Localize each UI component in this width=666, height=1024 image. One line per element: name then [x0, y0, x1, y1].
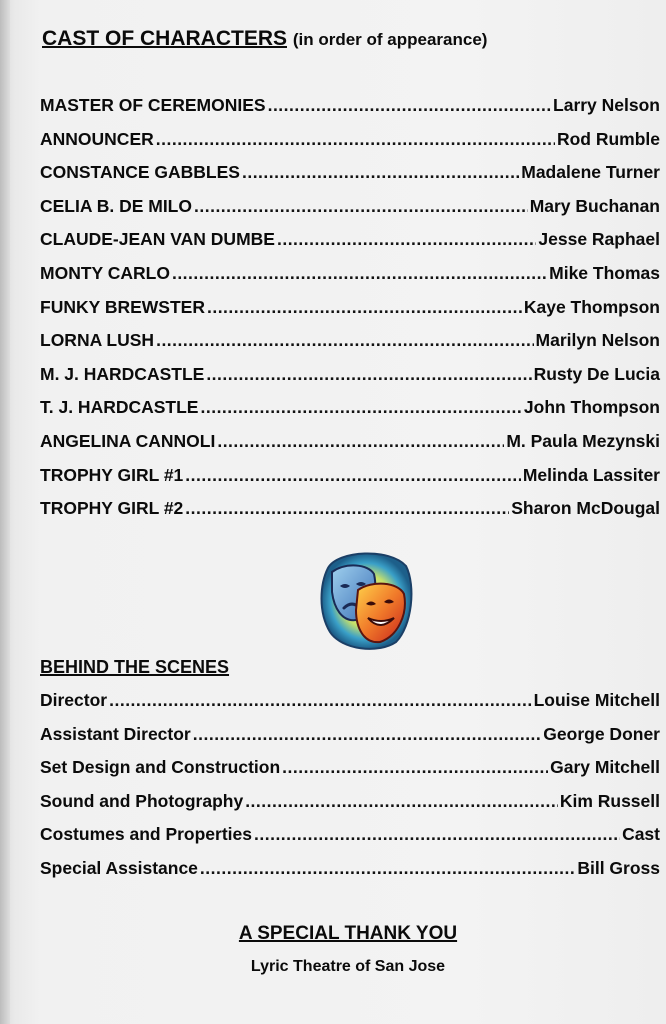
theatre-masks-icon: [318, 548, 414, 653]
cast-role: T. J. HARDCASTLE: [40, 397, 199, 418]
dot-leader: [206, 364, 531, 385]
dot-leader: [109, 690, 531, 711]
crew-row: [40, 858, 660, 892]
special-thanks-title: A SPECIAL THANK YOU: [238, 923, 458, 944]
cast-list: [40, 95, 660, 532]
cast-role: FUNKY BREWSTER: [40, 296, 205, 317]
cast-row: [40, 229, 660, 263]
dot-leader: [193, 724, 542, 745]
cast-role: MONTY CARLO: [40, 262, 170, 283]
dot-leader: [156, 129, 555, 150]
cast-row: [40, 297, 660, 331]
cast-row: [40, 397, 660, 431]
dot-leader: [254, 824, 620, 845]
cast-actor: John Thompson: [523, 397, 660, 418]
dot-leader: [268, 95, 551, 116]
cast-row: [40, 498, 660, 532]
cast-actor: Kaye Thompson: [523, 296, 660, 317]
cast-role: M. J. HARDCASTLE: [40, 363, 205, 384]
special-thanks-name: Lyric Theatre of San Jose: [250, 958, 446, 975]
cast-actor: Madalene Turner: [521, 162, 660, 183]
dot-leader: [156, 330, 533, 351]
cast-actor: Larry Nelson: [553, 95, 660, 115]
crew-heading: BEHIND THE SCENES: [40, 657, 230, 677]
crew-role: Special Assistance: [40, 857, 198, 878]
dot-leader: [217, 431, 504, 452]
dot-leader: [282, 757, 548, 778]
dot-leader: [185, 498, 509, 519]
binding-gutter: [0, 0, 10, 1024]
cast-actor: Marilyn Nelson: [535, 330, 660, 351]
crew-role: Assistant Director: [40, 723, 191, 744]
crew-row: [40, 757, 660, 791]
cast-actor: Sharon McDougal: [511, 498, 660, 519]
cast-actor: Jesse Raphael: [538, 229, 660, 250]
crew-name: George Doner: [543, 723, 660, 744]
cast-row: [40, 162, 660, 196]
dot-leader: [277, 229, 536, 250]
cast-actor: Rusty De Lucia: [533, 363, 660, 384]
crew-name: Gary Mitchell: [550, 757, 660, 778]
dot-leader: [242, 162, 519, 183]
crew-name: Bill Gross: [577, 857, 660, 878]
crew-row: [40, 690, 660, 724]
cast-row: [40, 263, 660, 297]
cast-row: [40, 196, 660, 230]
dot-leader: [245, 791, 558, 812]
cast-heading-title: CAST OF CHARACTERS: [42, 27, 287, 50]
cast-role: CELIA B. DE MILO: [40, 195, 192, 216]
cast-role: TROPHY GIRL #2: [40, 498, 184, 519]
crew-role: Director: [40, 690, 108, 710]
cast-role: TROPHY GIRL #1: [40, 464, 184, 485]
cast-actor: Melinda Lassiter: [522, 464, 660, 485]
cast-heading: [42, 27, 487, 51]
crew-role: Sound and Photography: [40, 790, 244, 811]
cast-role: ANGELINA CANNOLI: [40, 430, 216, 451]
crew-row: [40, 724, 660, 758]
dot-leader: [200, 397, 521, 418]
cast-row: [40, 129, 660, 163]
crew-name: Cast: [622, 824, 660, 845]
crew-name: Kim Russell: [559, 790, 660, 811]
cast-role: LORNA LUSH: [40, 330, 155, 351]
dot-leader: [172, 263, 547, 284]
cast-actor: M. Paula Mezynski: [506, 430, 660, 451]
dot-leader: [194, 196, 528, 217]
cast-actor: Mary Buchanan: [529, 195, 660, 216]
crew-list: [40, 690, 660, 892]
cast-actor: Rod Rumble: [556, 128, 660, 149]
crew-role: Costumes and Properties: [40, 824, 252, 845]
cast-row: [40, 431, 660, 465]
cast-role: MASTER OF CEREMONIES: [40, 95, 266, 115]
dot-leader: [200, 858, 575, 879]
crew-row: [40, 824, 660, 858]
cast-row: [40, 465, 660, 499]
crew-role: Set Design and Construction: [40, 757, 281, 778]
cast-row: [40, 364, 660, 398]
cast-role: CONSTANCE GABBLES: [40, 162, 240, 183]
dot-leader: [207, 297, 522, 318]
cast-row: [40, 330, 660, 364]
crew-row: [40, 791, 660, 825]
cast-role: ANNOUNCER: [40, 128, 154, 149]
cast-heading-subtitle: (in order of appearance): [292, 30, 488, 49]
cast-actor: Mike Thomas: [549, 262, 660, 283]
dot-leader: [185, 465, 521, 486]
cast-row: [40, 95, 660, 129]
cast-role: CLAUDE-JEAN VAN DUMBE: [40, 229, 275, 250]
crew-name: Louise Mitchell: [533, 690, 660, 710]
